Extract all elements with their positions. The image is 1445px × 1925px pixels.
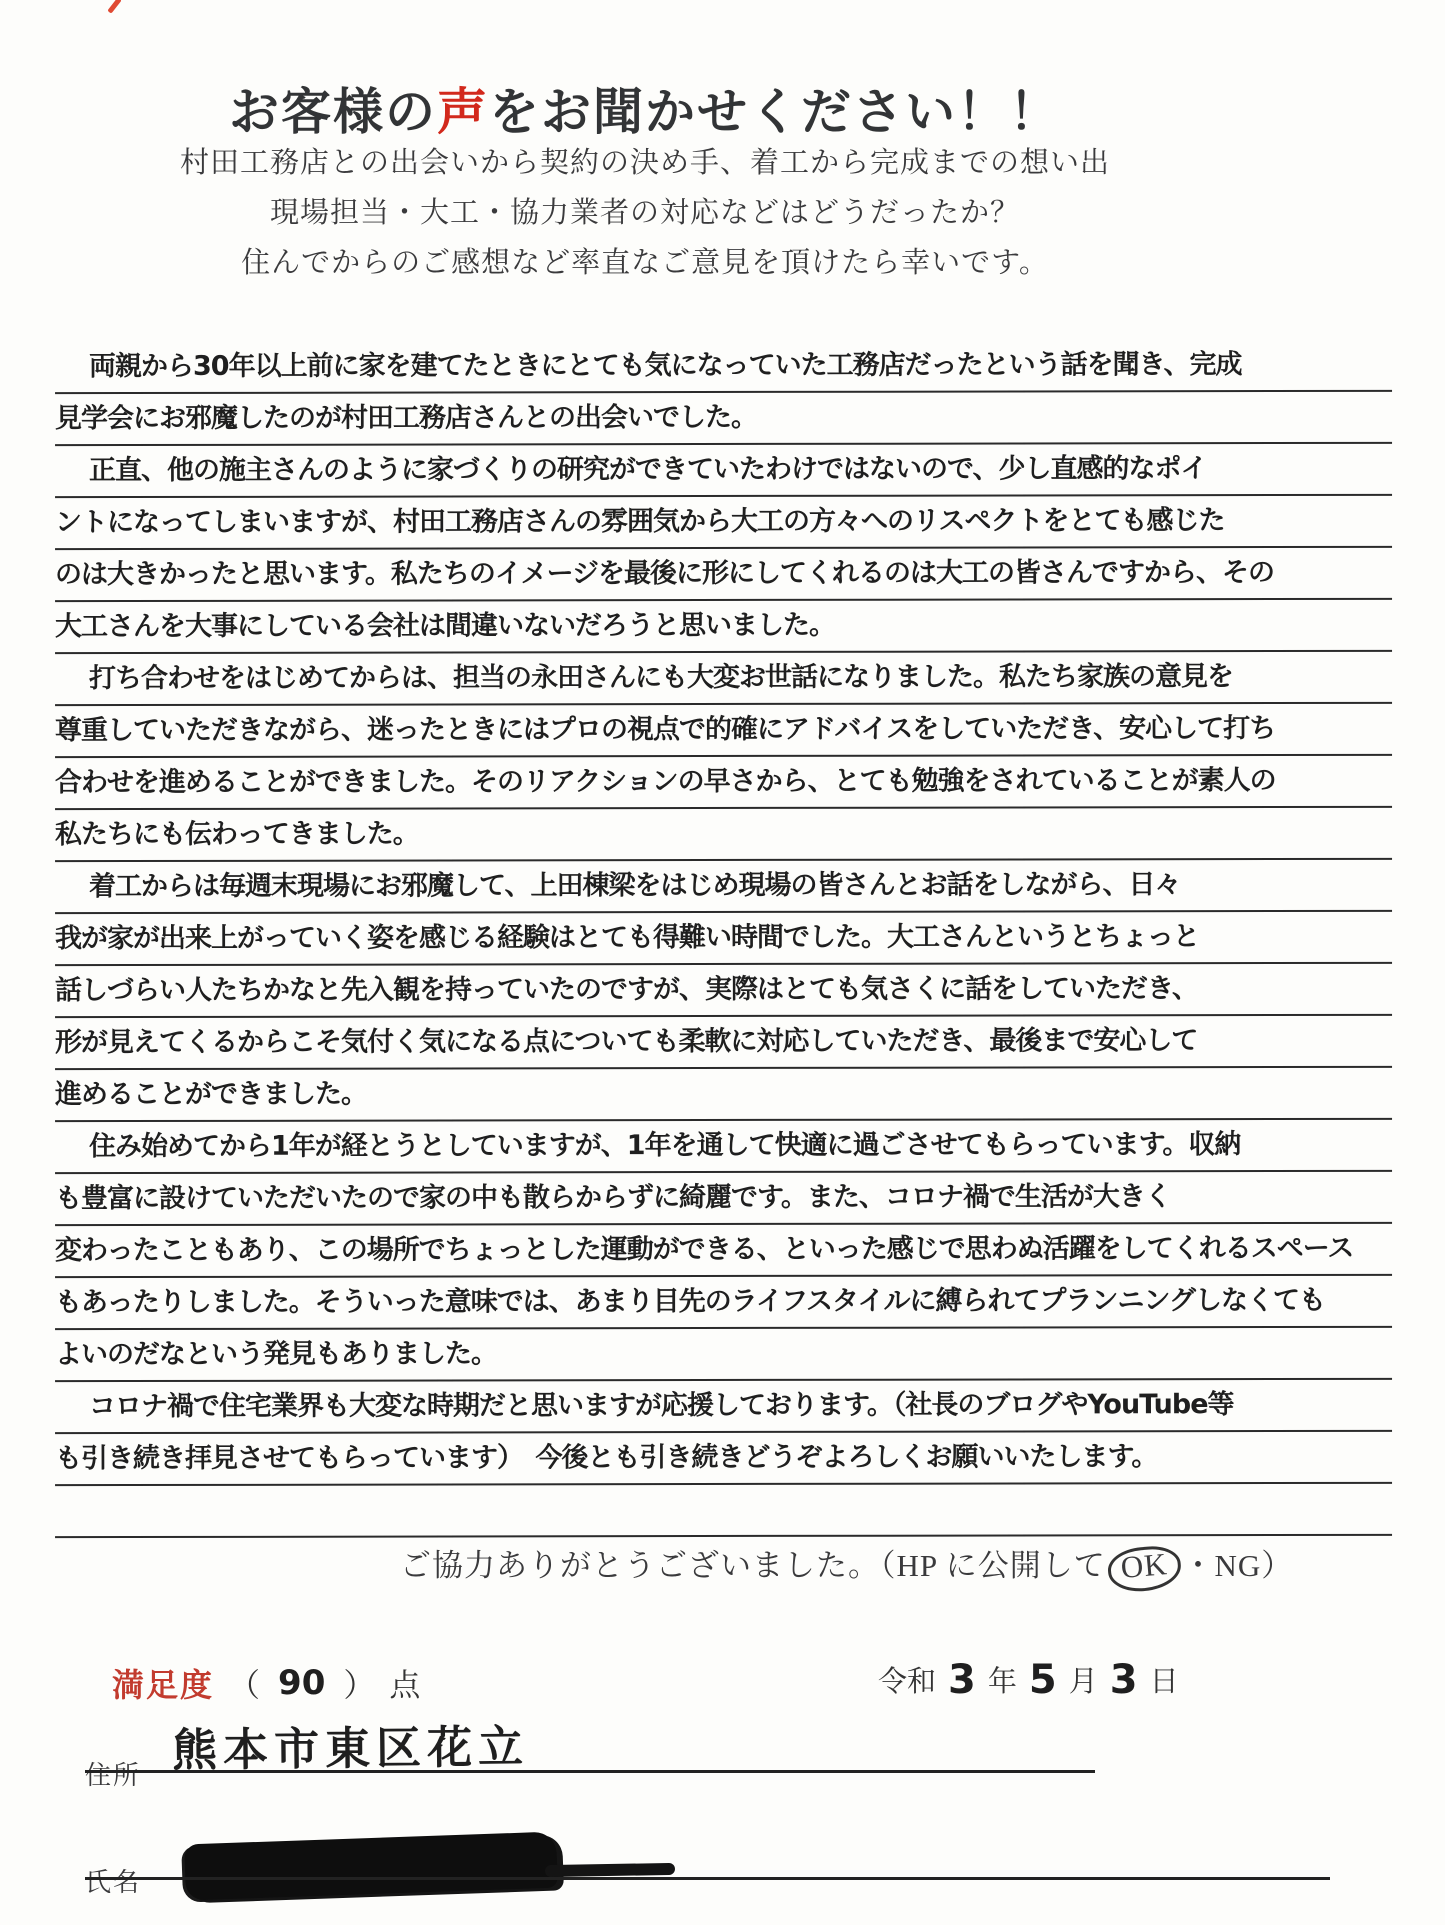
testimonial-line: も引き続き拝見させてもらっています） 今後とも引き続きどうぞよろしくお願いいたします。 <box>55 1432 1392 1486</box>
testimonial-line: も豊富に設けていただいたので家の中も散らからずに綺麗です。また、コロナ禍で生活が大きく <box>55 1172 1392 1226</box>
title-accent-voice: 声 <box>437 84 489 140</box>
address-label: 住所 <box>85 1761 142 1790</box>
testimonial-line: 合わせを進めることができました。そのリアクションの早さから、とても勉強をされていることが素人の <box>55 756 1392 810</box>
testimonial-line: よいのだなという発見もありました。 <box>55 1328 1392 1382</box>
subtitle-line-1: 村田工務店との出会いから契約の決め手、着工から完成までの想い出 <box>179 147 1110 179</box>
address-value: 熊本市東区花立 <box>171 1720 530 1777</box>
date-day-unit: 日 <box>1149 1666 1179 1698</box>
redacted-name-scribble <box>185 1838 685 1896</box>
name-label: 氏名 <box>85 1868 142 1897</box>
subtitle-line-2: 現場担当・大工・協力業者の対応などはどうだったか？ <box>269 197 1020 229</box>
name-rule <box>85 1877 1330 1880</box>
address-rule <box>85 1770 1095 1773</box>
page-title <box>140 72 1150 144</box>
title-pre: お客様の <box>229 84 437 140</box>
ok-circled <box>1106 1544 1182 1594</box>
thanks-line <box>400 1540 1293 1591</box>
satisfaction-row <box>112 1660 420 1706</box>
date-year-unit: 年 <box>987 1666 1017 1698</box>
testimonial-line: コロナ禍で住宅業界も大変な時期だと思いますが応援しております。（社長のブログやYouTube等 <box>55 1380 1392 1434</box>
scribble-blob <box>184 1832 558 1901</box>
testimonial-line: 着工からは毎週末現場にお邪魔して、上田棟梁をはじめ現場の皆さんとお話をしながら、日々 <box>55 860 1392 914</box>
date-month-unit: 月 <box>1068 1666 1098 1698</box>
date-year: 3 <box>948 1657 976 1703</box>
testimonial-line: 正直、他の施主さんのように家づくりの研究ができていたわけではないので、少し直感的なポイ <box>55 444 1392 498</box>
date-month: 5 <box>1028 1657 1057 1703</box>
thanks-text: ご協力ありがとうございました。（HP に公開して <box>400 1548 1106 1583</box>
testimonial-line: 両親から30年以上前に家を建てたときにとても気になっていた工務店だったという話を聞き、完成 <box>55 340 1392 394</box>
satisfaction-score: 90 <box>278 1663 326 1703</box>
satisfaction-label: 満足度 <box>112 1667 215 1703</box>
ok-label: OK <box>1118 1546 1169 1585</box>
subtitle-block <box>140 138 1150 288</box>
scribble-tail <box>545 1863 675 1877</box>
testimonial-line: 私たちにも伝わってきました。 <box>55 808 1392 862</box>
testimonial-line: 見学会にお邪魔したのが村田工務店さんとの出会いでした。 <box>55 392 1392 446</box>
testimonial-line: 話しづらい人たちかなと先入観を持っていたのですが、実際はとても気さくに話をしていただき、 <box>55 964 1392 1018</box>
subtitle-line-3: 住んでからのご感想など率直なご意見を頂けたら幸いです。 <box>241 247 1049 279</box>
testimonial-line: 住み始めてから1年が経とうとしていますが、1年を通して快適に過ごさせてもらっています。収納 <box>55 1120 1392 1174</box>
date-day: 3 <box>1109 1657 1138 1703</box>
testimonial-line: 進めることができました。 <box>55 1068 1392 1122</box>
testimonial-line: ントになってしまいますが、村田工務店さんの雰囲気から大工の方々へのリスペクトをとても感じた <box>55 496 1392 550</box>
testimonial-line: もあったりしました。そういった意味では、あまり目先のライフスタイルに縛られてプランニングしなくても <box>55 1276 1392 1330</box>
testimonial-line: のは大きかったと思います。私たちのイメージを最後に形にしてくれるのは大工の皆さんですから、その <box>55 548 1392 602</box>
date-row <box>878 1655 1179 1701</box>
testimonial-line: 形が見えてくるからこそ気付く気になる点についても柔軟に対応していただき、最後まで安心して <box>55 1016 1392 1070</box>
satisfaction-open-paren: （ <box>228 1667 261 1703</box>
testimonial-line-empty <box>55 1484 1392 1538</box>
scan-artifact <box>107 0 121 14</box>
testimonial-line: 尊重していただきながら、迷ったときにはプロの視点で的確にアドバイスをしていただき、安心して打ち <box>55 704 1392 758</box>
testimonial-line: 大工さんを大事にしている会社は間違いないだろうと思いました。 <box>55 600 1392 654</box>
testimonial-line: 打ち合わせをはじめてからは、担当の永田さんにも大変お世話になりました。私たち家族の意見を <box>55 652 1392 706</box>
ok-ng-dot: ・ <box>1182 1548 1215 1583</box>
ng-label: NG <box>1214 1548 1262 1583</box>
testimonial-body <box>55 341 1392 1537</box>
testimonial-line: 変わったこともあり、この場所でちょっとした運動ができる、といった感じで思わぬ活躍をしてくれるスペース <box>55 1224 1392 1278</box>
testimonial-line: 我が家が出来上がっていく姿を感じる経験はとても得難い時間でした。大工さんというとちょっと <box>55 912 1392 966</box>
satisfaction-close-paren: ） <box>343 1667 376 1703</box>
title-post: をお聞かせください！！ <box>489 84 1061 140</box>
satisfaction-unit: 点 <box>389 1668 421 1703</box>
thanks-close-paren: ） <box>1261 1548 1294 1583</box>
date-era: 令和 <box>878 1666 937 1698</box>
